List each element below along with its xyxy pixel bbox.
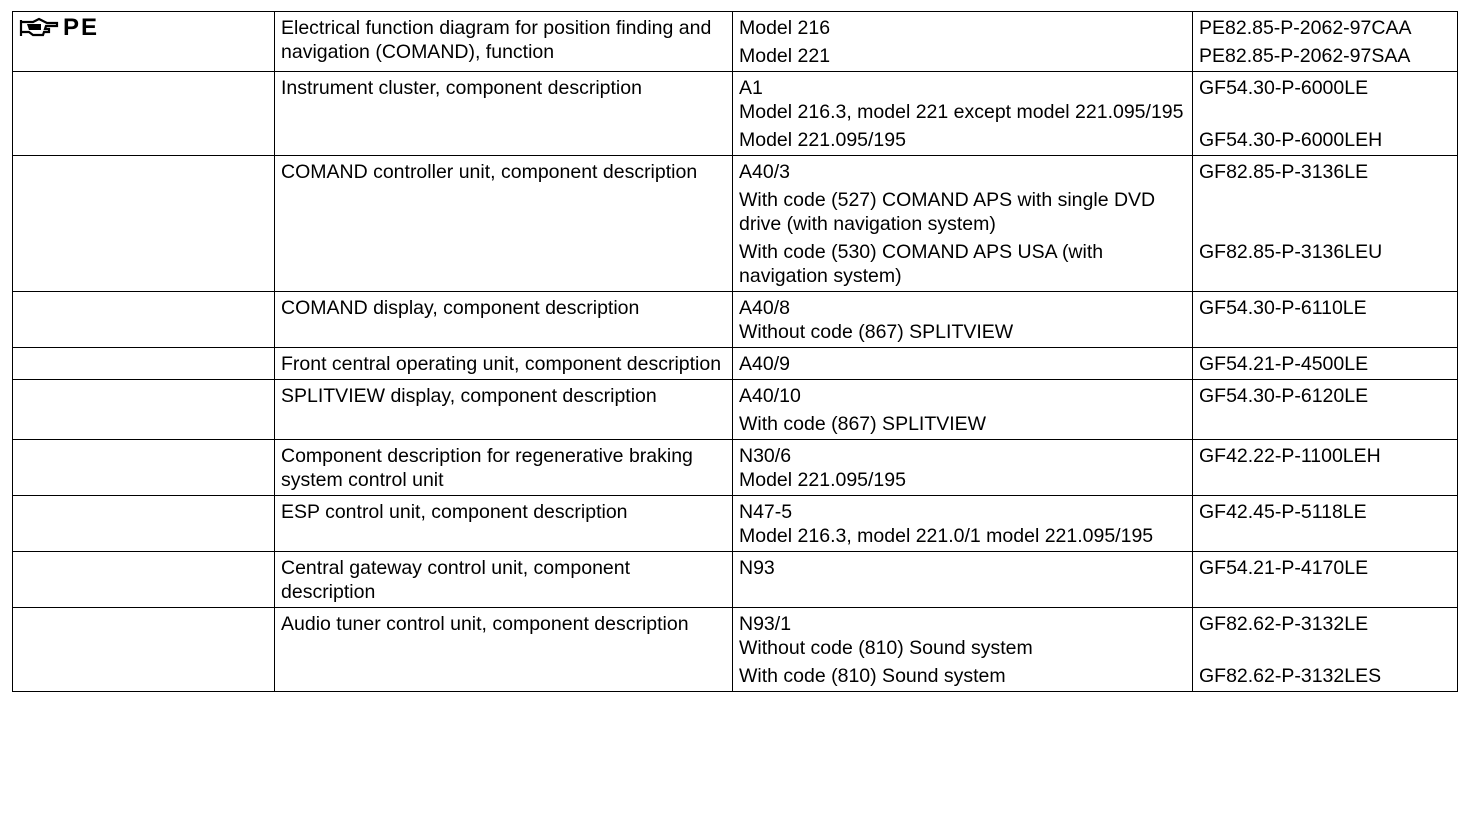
pe-marker xyxy=(19,16,99,40)
reference-cell xyxy=(1193,12,1458,72)
document-reference[interactable]: GF54.30-P-6120LE xyxy=(1199,385,1369,407)
applicability-text: With code (810) Sound system xyxy=(739,665,1006,687)
reference-cell xyxy=(1193,348,1458,380)
marker-cell xyxy=(13,608,275,692)
marker-cell xyxy=(13,292,275,348)
document-title: Component description for regenerative braking system control unit xyxy=(275,440,733,496)
document-reference[interactable]: GF82.62-P-3132LES xyxy=(1199,665,1382,687)
applicability-cell xyxy=(733,72,1193,156)
table-row xyxy=(13,72,1458,156)
document-title: Electrical function diagram for position finding and navigation (COMAND), function xyxy=(275,12,733,72)
applicability-text: N93/1 Without code (810) Sound system xyxy=(739,613,1033,659)
table-row xyxy=(13,608,1458,692)
document-reference[interactable]: GF54.21-P-4500LE xyxy=(1199,353,1369,375)
document-reference[interactable] xyxy=(1199,412,1451,436)
document-reference[interactable]: GF82.85-P-3136LEU xyxy=(1199,241,1383,263)
reference-cell xyxy=(1193,292,1458,348)
table-row xyxy=(13,496,1458,552)
document-title: SPLITVIEW display, component description xyxy=(275,380,733,440)
marker-cell xyxy=(13,440,275,496)
document-title: Instrument cluster, component description xyxy=(275,72,733,156)
document-reference[interactable]: GF42.22-P-1100LEH xyxy=(1199,445,1381,467)
reference-cell xyxy=(1193,72,1458,156)
document-reference[interactable] xyxy=(1199,188,1451,236)
document-title: COMAND display, component description xyxy=(275,292,733,348)
table-row xyxy=(13,440,1458,496)
applicability-cell xyxy=(733,440,1193,496)
reference-cell xyxy=(1193,608,1458,692)
pointing-hand-icon xyxy=(19,17,59,39)
table-row xyxy=(13,292,1458,348)
table-row xyxy=(13,156,1458,292)
applicability-cell xyxy=(733,12,1193,72)
table-row xyxy=(13,552,1458,608)
marker-cell xyxy=(13,348,275,380)
reference-cell xyxy=(1193,552,1458,608)
applicability-cell xyxy=(733,496,1193,552)
marker-cell xyxy=(13,380,275,440)
marker-cell xyxy=(13,12,275,72)
applicability-text: A40/3 xyxy=(739,161,790,183)
applicability-cell xyxy=(733,608,1193,692)
applicability-text: Model 216 xyxy=(739,17,831,39)
document-reference[interactable]: GF54.30-P-6110LE xyxy=(1199,297,1367,319)
document-reference[interactable]: GF42.45-P-5118LE xyxy=(1199,501,1367,523)
applicability-text: A40/10 xyxy=(739,385,801,407)
document-title: Central gateway control unit, component description xyxy=(275,552,733,608)
marker-cell xyxy=(13,552,275,608)
reference-table xyxy=(12,11,1458,692)
applicability-text: Model 221 xyxy=(739,45,831,67)
applicability-text: Model 221.095/195 xyxy=(739,129,906,151)
document-reference[interactable]: GF54.30-P-6000LEH xyxy=(1199,129,1383,151)
pe-label: PE xyxy=(63,14,100,41)
applicability-text: N30/6 Model 221.095/195 xyxy=(739,445,906,491)
reference-cell xyxy=(1193,156,1458,292)
marker-cell xyxy=(13,156,275,292)
document-reference[interactable]: PE82.85-P-2062-97SAA xyxy=(1199,45,1411,67)
reference-cell xyxy=(1193,496,1458,552)
applicability-text: N47-5 Model 216.3, model 221.0/1 model 221.095/195 xyxy=(739,501,1154,547)
document-reference[interactable]: GF54.30-P-6000LE xyxy=(1199,77,1369,99)
applicability-cell xyxy=(733,380,1193,440)
table-row xyxy=(13,348,1458,380)
applicability-cell xyxy=(733,348,1193,380)
applicability-text: With code (527) COMAND APS with single DVD drive (with navigation system) xyxy=(739,189,1156,235)
applicability-text: A40/9 xyxy=(739,353,790,375)
document-title: Audio tuner control unit, component description xyxy=(275,608,733,692)
applicability-text: With code (530) COMAND APS USA (with navigation system) xyxy=(739,241,1104,287)
reference-cell xyxy=(1193,440,1458,496)
applicability-text: A1 Model 216.3, model 221 except model 221.095/195 xyxy=(739,77,1184,123)
marker-cell xyxy=(13,72,275,156)
applicability-text: A40/8 Without code (867) SPLITVIEW xyxy=(739,297,1014,343)
applicability-cell xyxy=(733,292,1193,348)
document-title: COMAND controller unit, component description xyxy=(275,156,733,292)
document-title: ESP control unit, component description xyxy=(275,496,733,552)
document-title: Front central operating unit, component description xyxy=(275,348,733,380)
applicability-cell xyxy=(733,552,1193,608)
document-reference[interactable]: GF82.85-P-3136LE xyxy=(1199,161,1369,183)
applicability-cell xyxy=(733,156,1193,292)
applicability-text: N93 xyxy=(739,557,775,579)
reference-rows xyxy=(13,12,1458,692)
reference-cell xyxy=(1193,380,1458,440)
marker-cell xyxy=(13,496,275,552)
document-reference[interactable]: GF54.21-P-4170LE xyxy=(1199,557,1369,579)
applicability-text: With code (867) SPLITVIEW xyxy=(739,413,987,435)
table-row xyxy=(13,380,1458,440)
document-reference[interactable]: GF82.62-P-3132LE xyxy=(1199,613,1369,635)
document-reference[interactable]: PE82.85-P-2062-97CAA xyxy=(1199,17,1412,39)
table-row xyxy=(13,12,1458,72)
